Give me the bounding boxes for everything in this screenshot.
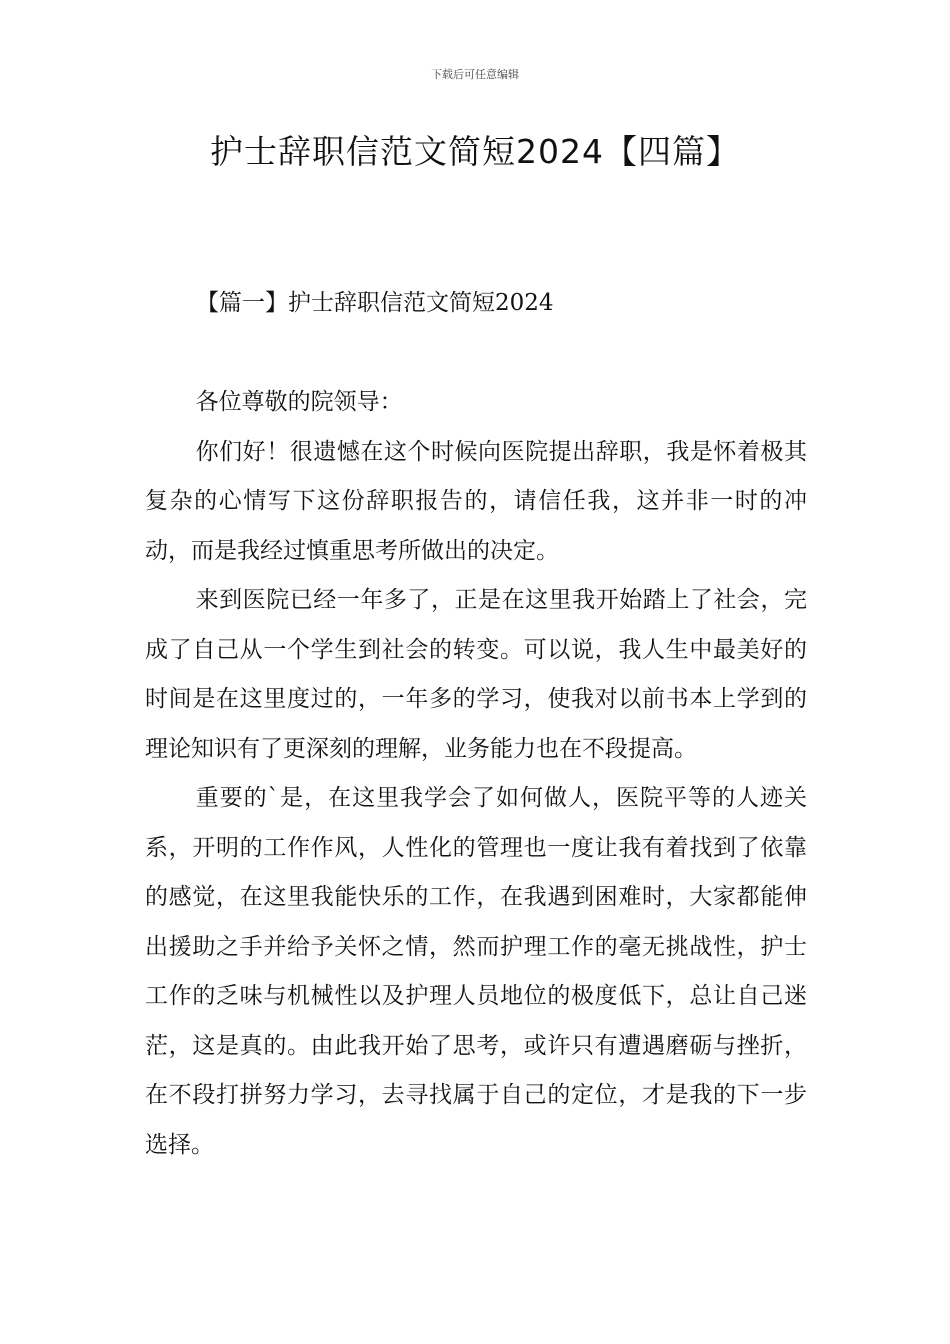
body-text	[145, 378, 807, 1170]
document-title: 护士辞职信范文简短2024【四篇】	[210, 132, 740, 171]
body-paragraph: 来到医院已经一年多了，正是在这里我开始踏上了社会，完成了自己从一个学生到社会的转变。可以说，我人生中最美好的时间是在这里度过的，一年多的学习，使我对以前书本上学到的理论知识有了更深刻的理解，业务能力也在不段提高。	[145, 587, 807, 762]
body-paragraph: 你们好！很遗憾在这个时候向医院提出辞职，我是怀着极其复杂的心情写下这份辞职报告的，请信任我，这并非一时的冲动，而是我经过慎重思考所做出的决定。	[145, 438, 807, 564]
section-heading: 【篇一】护士辞职信范文简短2024	[196, 290, 554, 316]
header-note: 下载后可任意编辑	[431, 68, 519, 81]
salutation-paragraph: 各位尊敬的院领导：	[195, 389, 403, 415]
body-paragraph: 重要的`是，在这里我学会了如何做人，医院平等的人迹关系，开明的工作作风，人性化的管理也一度让我有着找到了依靠的感觉，在这里我能快乐的工作，在我遇到困难时，大家都能伸出援助之手并给予关怀之情，然而护理工作的毫无挑战性，护士工作的乏味与机械性以及护理人员地位的极度低下，总让自己迷茫，这是真的。由此我开始了思考，或许只有遭遇磨砺与挫折，在不段打拼努力学习，去寻找属于自己的定位，才是我的下一步选择。	[145, 785, 807, 1158]
